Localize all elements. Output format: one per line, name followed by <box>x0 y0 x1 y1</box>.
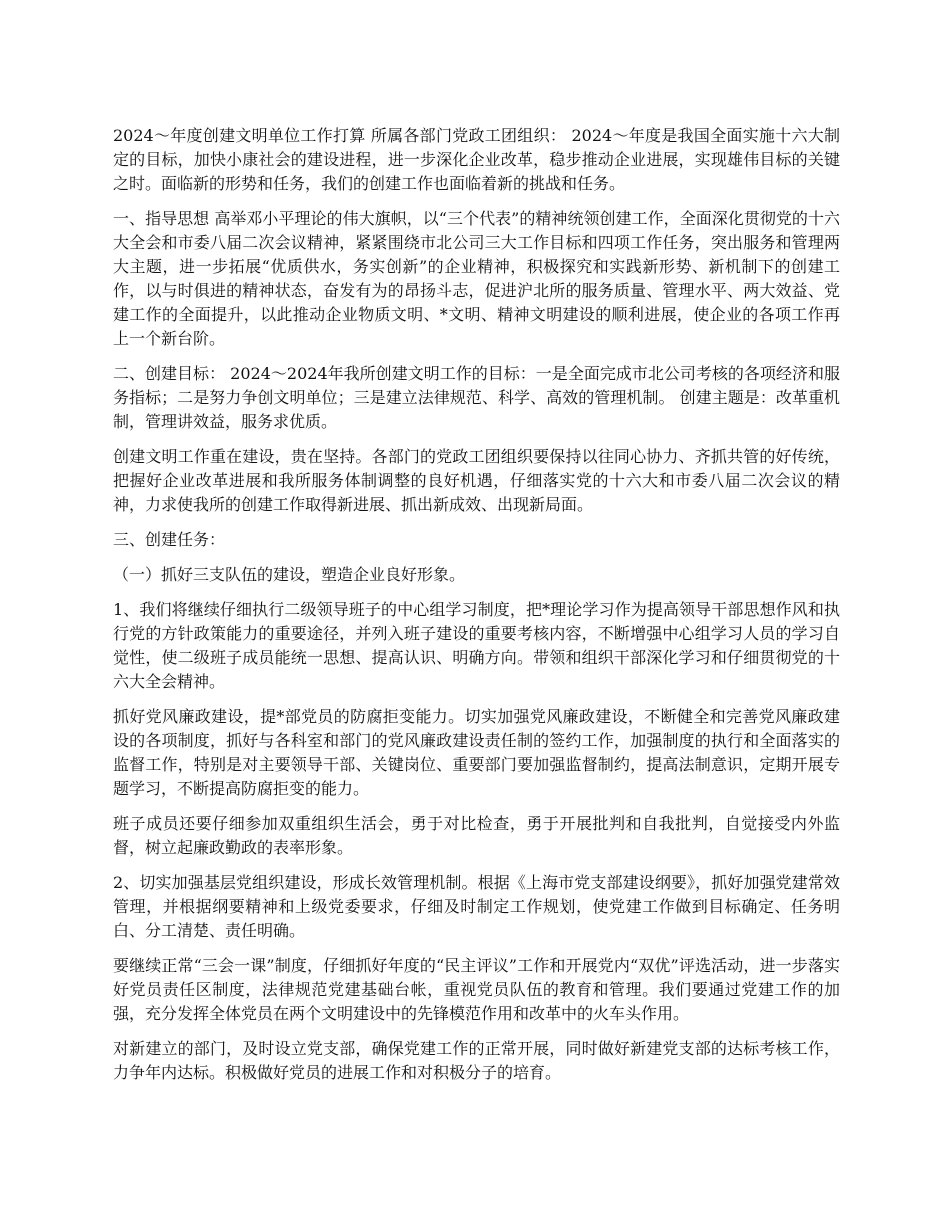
guiding-ideology-paragraph: 一、指导思想 高举邓小平理论的伟大旗帜，以“三个代表”的精神统领创建工作，全面深化贯彻党的十六大全会和市委八届二次会议精神，紧紧围绕市北公司三大工作目标和四项工作任务，突出服务和管理两大主题，进一步拓展“优质供水，务实创新”的企业精神，积极探究和实践新形势、新机制下的创建工作，以与时俱进的精神状态，奋发有为的昂扬斗志，促进沪北所的服务质量、管理水平、两大效益、党建工作的全面提升，以此推动企业物质文明、*文明、精神文明建设的顺利进展，使企业的各项工作再上一个新台阶。 <box>113 209 840 348</box>
construction-emphasis-paragraph: 创建文明工作重在建设，贵在坚持。各部门的党政工团组织要保持以往同心协力、齐抓共管的好传统，把握好企业改革进展和我所服务体制调整的良好机遇，仔细落实党的十六大和市委八届二次会议的精神，力求使我所的创建工作取得新进展、抓出新成效、出现新局面。 <box>113 447 840 514</box>
subsection-heading: （一）抓好三支队伍的建设，塑造企业良好形象。 <box>113 565 466 584</box>
grassroots-party-paragraph: 2、切实加强基层党组织建设，形成长效管理机制。根据《上海市党支部建设纲要》，抓好加强党建常效管理，并根据纲要精神和上级党委要求，仔细及时制定工作规划，使党建工作做到目标确定、任务明白、分工清楚、责任明确。 <box>113 873 840 940</box>
new-branches-paragraph: 对新建立的部门，及时设立党支部，确保党建工作的正常开展，同时做好新建党支部的达标考核工作，力争年内达标。积极做好党员的进展工作和对积极分子的培育。 <box>113 1039 840 1082</box>
three-meetings-paragraph: 要继续正常“三会一课”制度，仔细抓好年度的“民主评议”工作和开展党内“双优”评选活动，进一步落实好党员责任区制度，法律规范党建基础台帐，重视党员队伍的教育和管理。我们要通过党建工作的加强，充分发挥全体党员在两个文明建设中的先锋模范作用和改革中的火车头作用。 <box>113 956 840 1023</box>
intro-paragraph: 2024～年度创建文明单位工作打算 所属各部门党政工团组织： 2024～年度是我国全面实施十六大制定的目标，加快小康社会的建设进程，进一步深化企业改革，稳步推动企业进展，实现雄伟目标的关键之时。面临新的形势和任务，我们的创建工作也面临着新的挑战和任务。 <box>113 126 840 193</box>
document-body <box>113 124 840 1096</box>
creation-goals-paragraph: 二、创建目标： 2024～2024年我所创建文明工作的目标：一是全面完成市北公司考核的各项经济和服务指标；二是努力争创文明单位；三是建立法律规范、科学、高效的管理机制。 创建主题是：改革重机制，管理讲效益，服务求优质。 <box>113 364 840 431</box>
leadership-study-paragraph: 1、我们将继续仔细执行二级领导班子的中心组学习制度，把*理论学习作为提高领导干部思想作风和执行党的方针政策能力的重要途径，并列入班子建设的重要考核内容，不断增强中心组学习人员的学习自觉性，使二级班子成员能统一思想、提高认识、明确方向。带领和组织干部深化学习和仔细贯彻党的十六大全会精神。 <box>113 600 840 691</box>
team-members-paragraph: 班子成员还要仔细参加双重组织生活会，勇于对比检查，勇于开展批判和自我批判，自觉接受内外监督，树立起廉政勤政的表率形象。 <box>113 814 840 857</box>
creation-tasks-heading: 三、创建任务： <box>113 530 226 549</box>
integrity-building-paragraph: 抓好党风廉政建设，提*部党员的防腐拒变能力。切实加强党风廉政建设，不断健全和完善党风廉政建设的各项制度，抓好与各科室和部门的党风廉政建设责任制的签约工作，加强制度的执行和全面落实的监督工作，特别是对主要领导干部、关键岗位、重要部门要加强监督制约，提高法制意识，定期开展专题学习，不断提高防腐拒变的能力。 <box>113 707 840 798</box>
